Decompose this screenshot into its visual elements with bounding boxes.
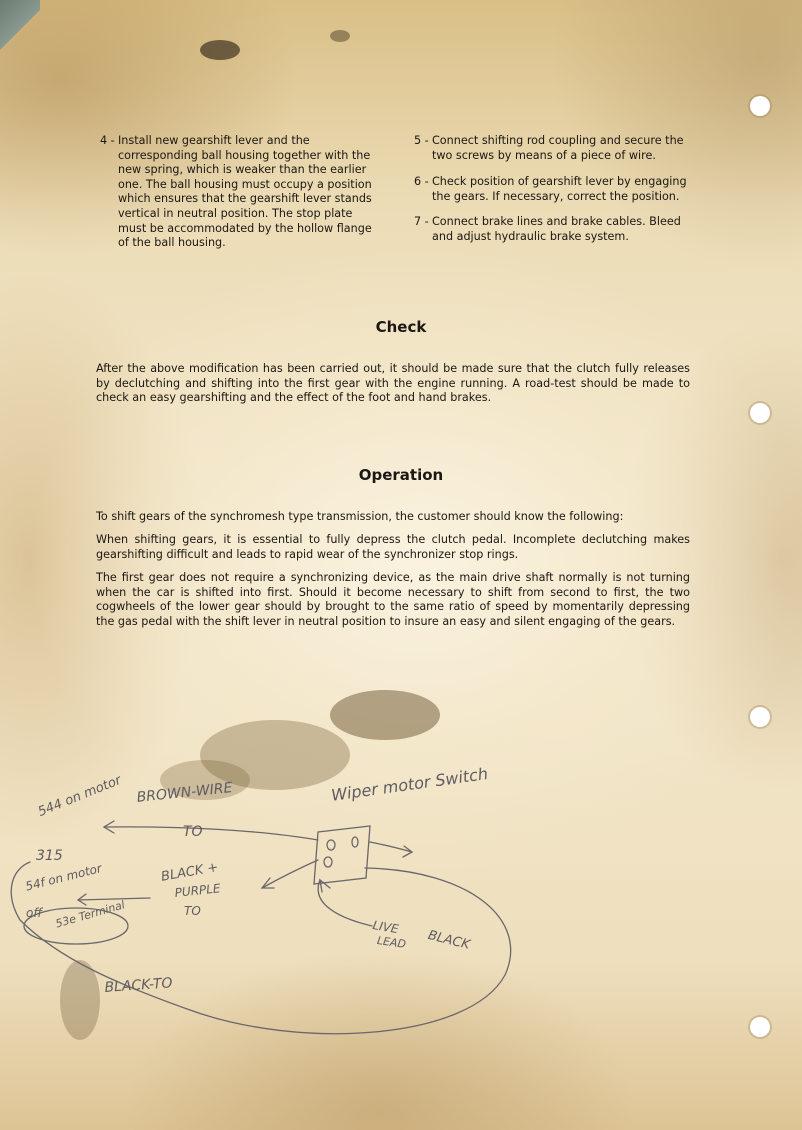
- note-purple: PURPLE: [174, 881, 222, 900]
- step-number: 4 -: [100, 134, 115, 147]
- note-brown-wire: BROWN-WIRE: [136, 779, 234, 806]
- note-544: 544 on motor: [36, 772, 124, 820]
- note-54f: 54f on motor: [24, 861, 104, 894]
- note-terminal: 53e Terminal: [54, 898, 127, 931]
- check-paragraph: After the above modification has been carried out, it should be made sure that the clutch fully releases by declutching and shifting into the first gear with the engine running. A road-test should be made to check an easy gearshifting and the effect of the foot and hand brakes.: [96, 362, 690, 405]
- note-wiper-switch: Wiper motor Switch: [330, 764, 490, 805]
- note-black-plus: BLACK +: [160, 859, 220, 885]
- note-black-to: BLACK-TO: [104, 975, 174, 996]
- note-purple-to: TO: [184, 904, 201, 918]
- note-lead: LEAD: [376, 934, 407, 951]
- operation-paragraph-1: To shift gears of the synchromesh type transmission, the customer should know the following:: [96, 510, 624, 523]
- step-text: Connect shifting rod coupling and secure the two screws by means of a piece of wire.: [432, 134, 684, 162]
- operation-paragraph-3: The first gear does not require a synchronizing device, as the main drive shaft normally is not turning when the car is shifted into first. Should it become necessary to shift from second to first, the two cogwheels of the lower gear should by brought to the same ratio of speed by momentarily depressing the gas pedal with the shift lever in neutral position to insure an easy and silent engaging of the gears.: [96, 571, 690, 628]
- operation-paragraph-2: When shifting gears, it is essential to fully depress the clutch pedal. Incomplete declutching makes gearshifting difficult and leads to rapid wear of the synchronizer stop rings.: [96, 533, 690, 561]
- operation-heading: Operation: [358, 466, 444, 484]
- note-brown-to: TO: [183, 824, 203, 840]
- step-text: Connect brake lines and brake cables. Bleed and adjust hydraulic brake system.: [432, 215, 681, 243]
- note-315: 315: [36, 848, 63, 864]
- note-black: BLACK: [426, 928, 472, 953]
- step-text: Check position of gearshift lever by engaging the gears. If necessary, correct the position.: [432, 175, 687, 203]
- check-heading: Check: [375, 318, 427, 336]
- step-number: 5 -: [414, 134, 429, 147]
- note-off: off: [26, 906, 43, 920]
- step-number: 6 -: [414, 175, 429, 188]
- note-live: LIVE: [371, 918, 400, 937]
- step-number: 7 -: [414, 215, 429, 228]
- step-text: Install new gearshift lever and the corresponding ball housing together with the new spring, which is weaker than the earlier one. The ball housing must occupy a position which ensures that the gearshift lever stands vertical in neutral position. The stop plate must be accommodated by the hollow flange of the ball housing.: [118, 134, 372, 250]
